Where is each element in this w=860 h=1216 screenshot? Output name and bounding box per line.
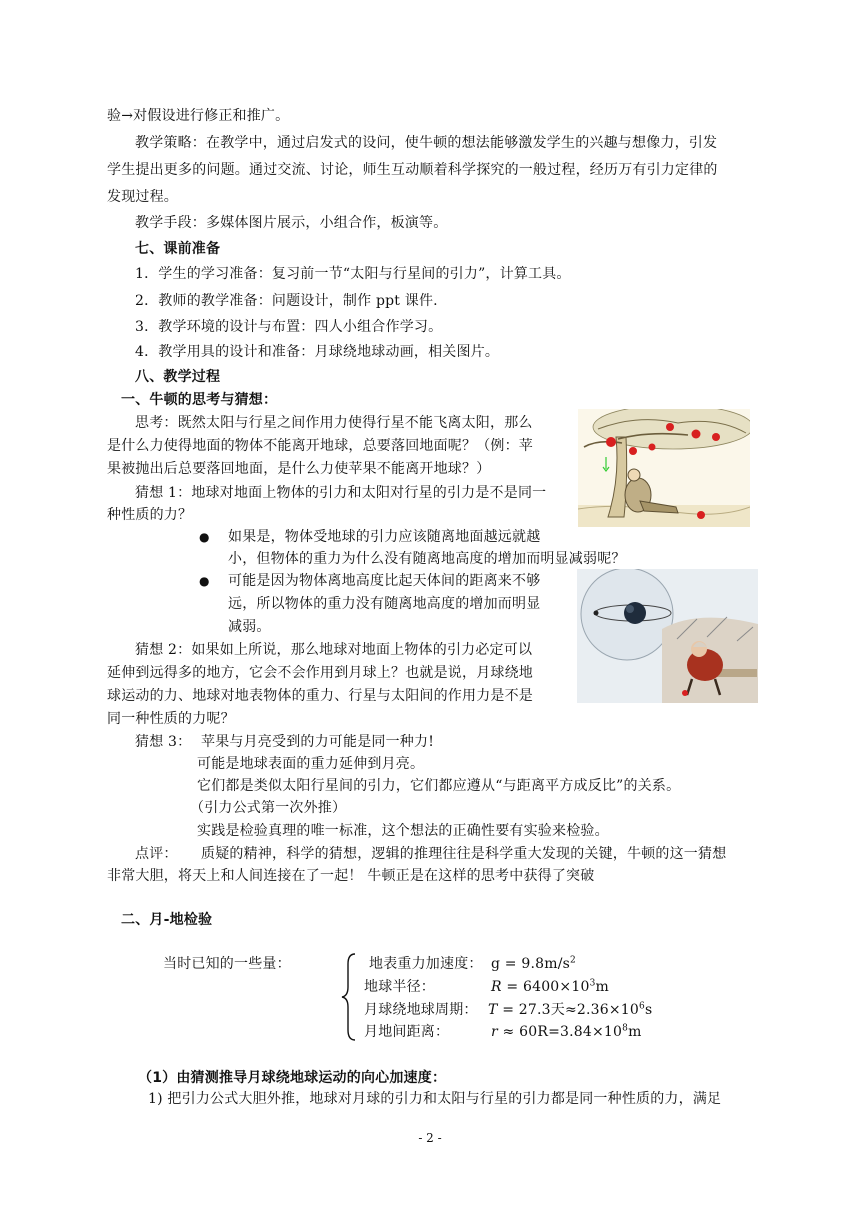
bullet-text: 远，所以物体的重力没有随离地高度的增加而明显 bbox=[228, 596, 541, 612]
text-line: 教学手段：多媒体图片展示，小组合作，板演等。 bbox=[135, 215, 448, 231]
bullet-icon: ● bbox=[199, 530, 210, 544]
page-number: - 2 - bbox=[418, 1131, 442, 1145]
text-line: 同一种性质的力呢？ bbox=[107, 711, 235, 727]
bullet-icon: ● bbox=[199, 574, 210, 588]
text-line: 猜想 3： bbox=[135, 734, 192, 750]
known-value: $R = 6400\times 10^3m$ bbox=[491, 978, 609, 995]
text-line: 1) 把引力公式大胆外推，地球对月球的引力和太阳与行星的引力都是同一种性质的力，满足 bbox=[148, 1091, 722, 1107]
subsection-heading: 二、月-地检验 bbox=[121, 912, 213, 928]
list-item: 2．教师的教学准备：问题设计，制作 ppt 课件. bbox=[135, 293, 438, 309]
text-line: 教学策略：在教学中，通过启发式的设问，使牛顿的想法能够激发学生的兴趣与想像力，引发 bbox=[135, 135, 718, 151]
text-line: 果被抛出后总要落回地面，是什么力使苹果不能离开地球？） bbox=[107, 461, 491, 477]
text-line: 非常大胆，将天上和人间连接在了一起！ 牛顿正是在这样的思考中获得了突破 bbox=[107, 868, 595, 884]
bullet-text: 如果是，物体受地球的引力应该随离地面越远就越 bbox=[228, 529, 541, 545]
list-item: 3．教学环境的设计与布置：四人小组合作学习。 bbox=[135, 319, 443, 335]
newton-moon-orbit-illustration bbox=[577, 569, 758, 703]
text-line: 验→对假设进行修正和推广。 bbox=[107, 108, 290, 124]
text-line: 思考：既然太阳与行星之间作用力使得行星不能飞离太阳，那么 bbox=[135, 415, 533, 431]
text-line: 点评： bbox=[135, 846, 178, 862]
section-heading: 七、课前准备 bbox=[135, 241, 221, 257]
subsection-heading: （1）由猜测推导月球绕地球运动的向心加速度： bbox=[138, 1070, 447, 1086]
text-line: 苹果与月亮受到的力可能是同一种力! bbox=[201, 734, 435, 750]
left-brace-icon bbox=[340, 952, 358, 1042]
text-line: 当时已知的一些量： bbox=[163, 956, 291, 972]
text-line: 种性质的力？ bbox=[107, 507, 193, 523]
text-line: 发现过程。 bbox=[107, 189, 178, 205]
known-value: T = 27.3天$\approx 2.36\times 10^6s$ bbox=[488, 1001, 653, 1018]
text-line: 可能是地球表面的重力延伸到月亮。 bbox=[197, 756, 425, 772]
known-value: $g = 9.8m/s^2$ bbox=[491, 955, 576, 972]
text-line: 球运动的力、地球对地表物体的重力、行星与太阳间的作用力是不是 bbox=[107, 688, 533, 704]
text-line: 猜想 2：如果如上所说，那么地球对地面上物体的引力必定可以 bbox=[135, 642, 533, 658]
bullet-text: 可能是因为物体离地高度比起天体间的距离来不够 bbox=[228, 573, 541, 589]
text-line: 延伸到远得多的地方，它会不会作用到月球上？也就是说，月球绕地 bbox=[107, 665, 533, 681]
known-value: $r \approx 60R=3.84\times 10^8m$ bbox=[491, 1023, 642, 1040]
list-item: 4．教学用具的设计和准备：月球绕地球动画，相关图片。 bbox=[135, 344, 500, 360]
bullet-text: 减弱。 bbox=[228, 619, 271, 635]
text-line: 实践是检验真理的唯一标准，这个想法的正确性要有实验来检验。 bbox=[197, 823, 609, 839]
known-label: 月球绕地球周期： bbox=[364, 1002, 478, 1018]
text-line: 它们都是类似太阳行星间的引力，它们都应遵从“与距离平方成反比”的关系。 bbox=[197, 778, 681, 794]
text-line: 质疑的精神，科学的猜想，逻辑的推理往往是科学重大发现的关键，牛顿的这一猜想 bbox=[201, 846, 727, 862]
bullet-text: 小，但物体的重力为什么没有随离地高度的增加而明显减弱呢？ bbox=[228, 551, 626, 567]
list-item: 1．学生的学习准备：复习前一节“太阳与行星间的引力”，计算工具。 bbox=[135, 266, 571, 282]
text-line: 猜想 1：地球对地面上物体的引力和太阳对行星的引力是不是同一 bbox=[135, 485, 547, 501]
subsection-heading: 一、牛顿的思考与猜想： bbox=[121, 392, 278, 408]
known-label: 地表重力加速度： bbox=[369, 956, 483, 972]
newton-apple-tree-illustration bbox=[578, 409, 750, 527]
known-label: 地球半径： bbox=[364, 979, 435, 995]
text-line: 学生提出更多的问题。通过交流、讨论，师生互动顺着科学探究的一般过程，经历万有引力定律的 bbox=[107, 162, 718, 178]
text-line: 是什么力使得地面的物体不能离开地球，总要落回地面呢？（例：苹 bbox=[107, 438, 533, 454]
section-heading: 八、教学过程 bbox=[135, 369, 221, 385]
text-line: （引力公式第一次外推） bbox=[190, 800, 347, 816]
known-label: 月地间距离： bbox=[364, 1024, 450, 1040]
